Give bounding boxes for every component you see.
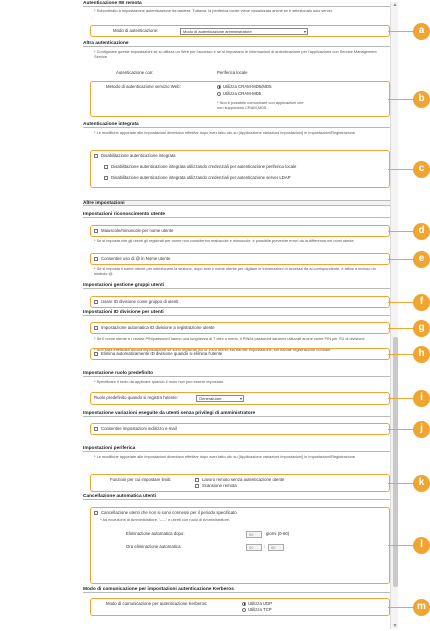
auth-mode-value: Modo di autenticazione amministratore xyxy=(183,29,252,34)
callout-badge-b: b xyxy=(413,91,430,108)
radio-cram-md5-md5[interactable]: Utilizza CRAM-MD5/MD5 xyxy=(217,84,271,90)
connector-f xyxy=(388,302,413,303)
section-user-recognition: Impostazioni riconoscimento utente xyxy=(83,212,395,218)
note-role: * Specificare il ruolo da applicare quando il ruolo non può essere impostato. xyxy=(94,379,225,384)
delete-minute-input[interactable]: 00 xyxy=(268,544,284,551)
callout-badge-i: i xyxy=(413,390,430,407)
chevron-down-icon: ▾ xyxy=(303,29,306,34)
scrollbar[interactable] xyxy=(390,2,398,629)
functions-label: Funzioni per cui impostare limiti: xyxy=(110,477,172,482)
note-delete: * Ad eccezione di Amministratore, '-----' e utenti con ruolo di Amministratore. xyxy=(100,517,231,522)
radio-icon xyxy=(217,92,221,96)
auto-division-checkbox[interactable]: Impostazione automatica ID divisione a registrazione utente xyxy=(94,325,215,331)
callout-badge-f: f xyxy=(413,294,430,311)
callout-badge-e: e xyxy=(413,251,430,268)
connector-e xyxy=(388,259,413,260)
division-as-group-checkbox[interactable]: Usare ID divisione come gruppo di utenti xyxy=(94,299,178,305)
section-kerberos: Modo di comunicazione per impostazioni autenticazione Kerberos xyxy=(83,587,395,593)
note-cram: * Non è possibile comunicare con applicazioni che non supportano CRAM-MD5. xyxy=(217,100,304,110)
checkbox-icon xyxy=(94,257,98,261)
note-iw: * Subordinato a impostazione autenticazione da tastiera. Tuttavia, la periferica locale viene visualizzata anche se è selezionato solo server. xyxy=(94,8,333,13)
section-nonadmin: Impostazione variazioni eseguite da utenti senza privilegi di amministratore xyxy=(83,411,395,417)
section-device: Impostazioni periferica xyxy=(83,446,395,452)
connector-g xyxy=(388,328,413,329)
checkbox-icon xyxy=(94,154,98,158)
section-integrated-auth: Autenticazione integrata xyxy=(83,122,395,128)
role-select[interactable] xyxy=(196,395,244,402)
note-division-2: * Non sarà effettuata alcuna impostazione se sono registrati più di 1000 utenti; sia tramite impostazione, sia tramite registrazione normale. xyxy=(94,347,332,352)
role-value: GeneralUser xyxy=(199,396,222,401)
radio-checked-icon xyxy=(242,602,246,606)
section-other-auth: Altra autenticazione xyxy=(83,41,395,47)
auth-mode-select[interactable] xyxy=(180,28,308,35)
section-default-role: Impostazione ruolo predefinito xyxy=(83,371,395,377)
role-label: Ruolo predefinito quando si registra l'utente: xyxy=(94,395,178,400)
radio-tcp[interactable]: Utilizza TCP xyxy=(242,607,272,613)
note-other-auth: * Configurare queste impostazioni se si utilizza un Web per l'accesso e se si impostano le informazioni di autenticazione per l'applicazione con Service Management Service. xyxy=(94,49,377,59)
limit-remote-print-checkbox[interactable]: Lavoro remoto senza autenticazione utente xyxy=(195,477,284,483)
radio-udp[interactable]: Utilizza UDP xyxy=(242,601,272,607)
auth-mode-label: Modo di autenticazione: xyxy=(113,28,159,33)
checkbox-icon xyxy=(94,326,98,330)
allow-at-checkbox[interactable]: Consentire uso di @ in Nome utente xyxy=(94,256,170,262)
connector-b xyxy=(388,99,413,100)
delete-after-label: Eliminazione automatica dopo: xyxy=(126,531,185,536)
chevron-down-icon: ▾ xyxy=(239,396,242,401)
delete-hour-input[interactable]: 00 xyxy=(246,544,262,551)
callout-badge-j: j xyxy=(413,421,430,438)
callout-badge-m: m xyxy=(413,599,430,616)
note-case: * Se si imposta che gli utenti gli registrati per nome non considerino maiuscole e minuscole, è possibile prevenire errori da la differenza nei nomi utente. xyxy=(94,238,355,243)
allow-email-checkbox[interactable]: Consentire impostazioni indirizzo e-mail xyxy=(94,426,177,432)
checkbox-icon xyxy=(94,511,98,515)
radio-icon xyxy=(242,608,246,612)
connector-j xyxy=(388,429,413,430)
callout-badge-a: a xyxy=(413,23,430,40)
connector-a xyxy=(388,31,413,32)
connector-m xyxy=(388,607,413,608)
delete-unused-checkbox[interactable]: Cancellazione utenti che non si sono connessi per il periodo specificato xyxy=(94,510,237,516)
note-at: * Se si imposta il nome utente per selezionare la sezione, dopo aver il nome utente per digitare le informazioni di accesso da al corrispondente, è attivo a incluso un simbolo @. xyxy=(94,266,376,276)
time-separator: : xyxy=(264,544,266,549)
section-auto-delete: Cancellazione automatica utenti xyxy=(83,494,395,500)
scrollbar-thumb[interactable] xyxy=(393,337,398,587)
callout-badge-g: g xyxy=(413,320,430,337)
auth-with-value: Periferica locale xyxy=(217,70,248,75)
callout-badge-h: h xyxy=(413,346,430,363)
kerberos-label: Modo di comunicazione per autenticazione Kerberos: xyxy=(106,601,208,606)
callout-badge-d: d xyxy=(413,223,430,240)
checkbox-icon xyxy=(195,478,199,482)
checkbox-icon xyxy=(104,176,108,180)
connector-d xyxy=(388,231,413,232)
callout-badge-l: l xyxy=(413,537,430,554)
delete-after-unit: giorni (0-60) xyxy=(266,531,290,536)
delete-time-label: Ora eliminazione automatica: xyxy=(126,544,182,549)
checkbox-icon xyxy=(94,427,98,431)
settings-page xyxy=(80,0,398,631)
section-user-division: Impostazioni ID divisione per utenti xyxy=(83,310,395,316)
section-other-settings: Altre impostazioni xyxy=(83,200,395,206)
checkbox-icon xyxy=(104,165,108,169)
note-device: * Le modifiche apportate alle impostazioni diventano effettive dopo aver fatto clic su [Applicazione variazioni impostazioni] in Impostazioni/Registrazione. xyxy=(94,454,357,459)
auto-delete-division-checkbox[interactable]: Elimina automaticamente ID divisione quando si elimina l'utente xyxy=(94,351,222,357)
section-auth-iw: Autenticazione IW remota xyxy=(83,1,395,7)
checkbox-icon xyxy=(94,352,98,356)
connector-h xyxy=(388,354,413,355)
scroll-up-icon[interactable]: ▲ xyxy=(392,2,398,8)
auth-with-label: Autenticazione con: xyxy=(116,70,154,75)
checkbox-icon xyxy=(195,484,199,488)
radio-checked-icon xyxy=(217,85,221,89)
section-user-group: Impostazioni gestione gruppi utenti xyxy=(83,283,395,289)
disable-ldap-checkbox[interactable]: Disabilitazione autenticazione integrata utilizzando credenziali per autenticazione server LDAP xyxy=(104,175,291,181)
disable-integrated-checkbox[interactable]: Disabilitazione autenticazione integrata xyxy=(94,153,176,159)
note-division-1: * Se il nome utente e i relativi PIN/password hanno una lunghezza di 7 cifre o meno, il PIN/la password saranno utilizzati anche come PIN per l'ID di divisione. xyxy=(94,336,366,341)
delete-after-input[interactable]: 90 xyxy=(246,531,262,538)
connector-c xyxy=(388,169,413,170)
limit-remote-scan-checkbox[interactable]: Scansione remota xyxy=(195,483,237,489)
note-integrated: * Le modifiche apportate alle impostazioni diventano effettive dopo aver fatto clic su [Applicazione variazioni impostazioni] in Impostazioni/Registrazione. xyxy=(94,130,357,135)
connector-i xyxy=(388,398,413,399)
callout-badge-k: k xyxy=(413,475,430,492)
web-method-label: Metodo di autenticazione servizio Web: xyxy=(106,84,181,89)
checkbox-icon xyxy=(94,300,98,304)
scroll-down-icon[interactable]: ▼ xyxy=(392,623,398,629)
disable-local-checkbox[interactable]: Disabilitazione autenticazione integrata utilizzando credenziali per autenticazione periferica locale xyxy=(104,164,296,170)
connector-l xyxy=(388,545,413,546)
checkbox-icon xyxy=(94,229,98,233)
case-sensitive-checkbox[interactable]: Maiuscole/minuscole per nome utente xyxy=(94,228,173,234)
connector-k xyxy=(388,483,413,484)
callout-badge-c: c xyxy=(413,161,430,178)
radio-cram-md5[interactable]: Utilizza CRAM-MD5 xyxy=(217,91,261,97)
